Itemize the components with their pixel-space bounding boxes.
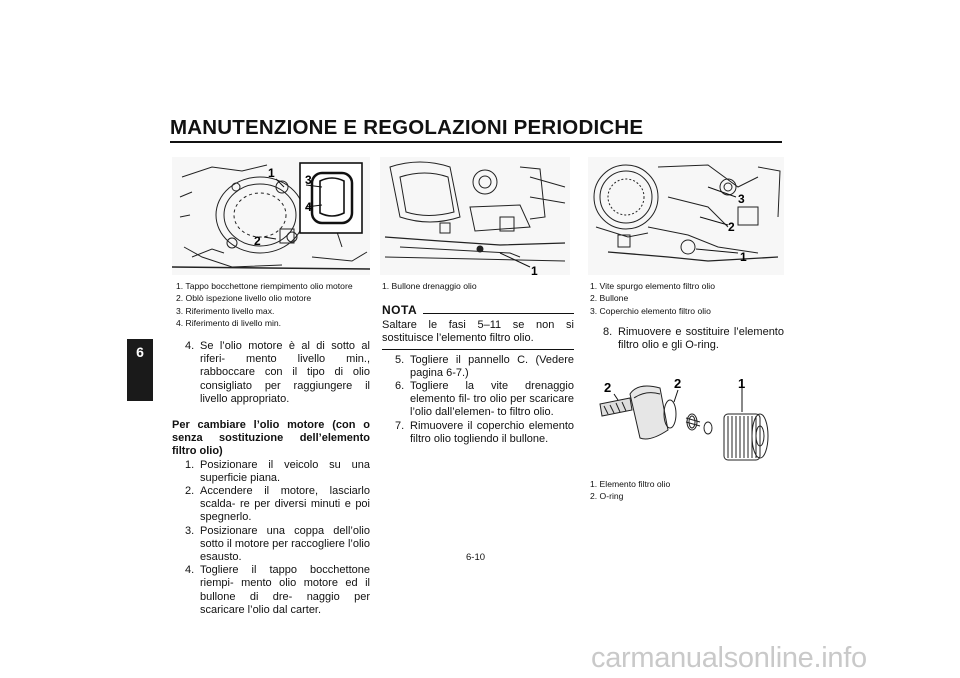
watermark-text: carmanualsonline.info — [591, 642, 867, 674]
caption-item: 3. Riferimento livello max. — [176, 305, 275, 316]
callout-3: 3 — [738, 192, 745, 206]
callout-3: 3 — [305, 173, 312, 187]
step-number: 8. — [603, 326, 613, 338]
page-number: 6-10 — [466, 552, 486, 563]
step-item — [590, 326, 784, 352]
step-number: 7. — [395, 419, 405, 432]
nota-header — [382, 304, 574, 317]
nota-rule — [423, 313, 574, 314]
caption-item: 2. Oblò ispezione livello olio motore — [176, 293, 312, 304]
step-text: Posizionare il veicolo su una superficie piana. — [200, 458, 370, 484]
engine-bottom-illustration — [380, 157, 570, 275]
step-item — [382, 380, 574, 420]
step-number: 3. — [185, 524, 195, 537]
figure-oil-level-window — [172, 157, 370, 275]
step-item — [172, 340, 370, 406]
callout-2: 2 — [604, 380, 612, 395]
step-text: Togliere il pannello C. (Vedere pagina 6-7.) — [410, 353, 574, 379]
step-number: 1. — [185, 458, 195, 471]
section-heading: Per cambiare l’olio motore (con o senza sostituzione dell’elemento filtro olio) — [172, 419, 370, 458]
step-number: 6. — [395, 380, 405, 393]
step-item — [172, 525, 370, 565]
step-number: 5. — [395, 353, 405, 366]
step-number: 4. — [185, 340, 195, 352]
callout-1: 1 — [738, 376, 746, 391]
figure-drain-bolt — [380, 157, 570, 275]
step-text: Accendere il motore, lasciarlo scalda- re per diversi minuti e poi spegnerlo. — [200, 485, 370, 524]
caption-item: 1. Elemento filtro olio — [590, 479, 671, 489]
step-item — [172, 564, 370, 617]
callout-4: 4 — [305, 200, 312, 214]
callout-1: 1 — [268, 166, 275, 180]
step-item — [382, 354, 574, 380]
column-1-body — [172, 340, 370, 617]
header-rule — [170, 141, 782, 143]
caption-item: 3. Coperchio elemento filtro olio — [590, 305, 711, 316]
caption-item: 1. Tappo bocchettone riempimento olio motore — [176, 281, 353, 291]
column-2-body — [382, 304, 574, 446]
nota-text: Saltare le fasi 5–11 se non si sostituisce l’elemento filtro olio. — [382, 319, 574, 345]
step-text: Se l’olio motore è al di sotto al riferi- mento livello min., rabboccare con il tipo di olio consigliato per raggiungere il livello appropriato. — [200, 340, 370, 405]
engine-side-illustration — [172, 157, 370, 275]
filter-parts-illustration — [590, 368, 784, 472]
callout-1: 1 — [531, 264, 538, 275]
caption-item: 4. Riferimento di livello min. — [176, 317, 282, 328]
callout-2: 2 — [674, 376, 682, 391]
caption-item: 1. Bullone drenaggio olio — [382, 281, 477, 291]
step-text: Togliere il tappo bocchettone riempi- mento olio motore ed il bullone di dre- naggio per scaricare l’olio dal carter. — [200, 564, 370, 616]
caption-item: 1. Vite spurgo elemento filtro olio — [590, 281, 715, 291]
step-item — [172, 459, 370, 485]
page-title: MANUTENZIONE E REGOLAZIONI PERIODICHE — [170, 116, 644, 139]
figure-filter-element — [590, 368, 784, 472]
step-number: 4. — [185, 564, 195, 577]
nota-title: NOTA — [382, 303, 418, 317]
filter-cover-illustration — [588, 157, 784, 275]
step-text: Rimuovere il coperchio elemento filtro olio togliendo il bullone. — [410, 419, 574, 445]
callout-2: 2 — [728, 220, 735, 234]
caption-item: 2. Bullone — [590, 293, 629, 304]
callout-2: 2 — [254, 234, 261, 248]
nota-rule-bottom — [382, 349, 574, 350]
caption-item: 2. O-ring — [590, 491, 624, 502]
step-number: 2. — [185, 485, 195, 498]
step-item — [172, 485, 370, 525]
figure2-captions — [382, 280, 477, 292]
figure3-captions — [590, 280, 715, 317]
step-text: Togliere la vite drenaggio elemento fil- tro olio per scaricare l’olio dall’elemen- to filtro olio. — [410, 380, 574, 419]
figure4-captions — [590, 478, 670, 503]
column-3-body — [590, 326, 784, 352]
figure-filter-cover — [588, 157, 784, 275]
step-text: Posizionare una coppa dell’olio sotto il motore per raccogliere l’olio esausto. — [200, 524, 370, 564]
callout-1: 1 — [740, 250, 747, 264]
figure1-captions — [176, 280, 353, 329]
step-item — [382, 420, 574, 446]
chapter-tab: 6 — [127, 339, 153, 401]
step-text: Rimuovere e sostituire l’elemento filtro olio e gli O-ring. — [618, 326, 784, 352]
